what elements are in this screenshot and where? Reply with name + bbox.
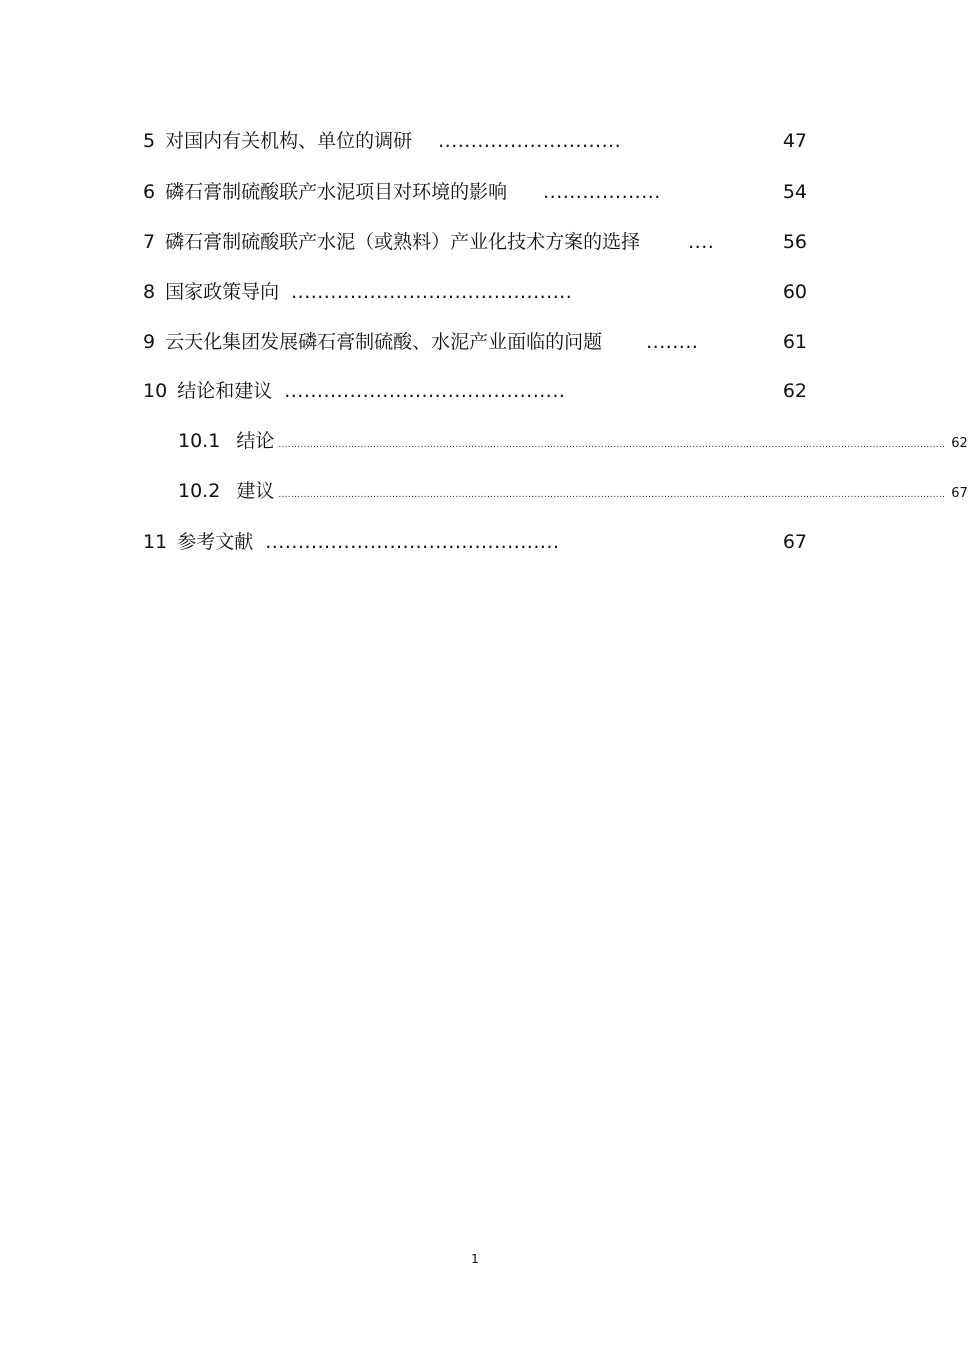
toc-subentry-title: 结论 bbox=[236, 430, 275, 452]
toc-entry-title: 磷石膏制硫酸联产水泥（或熟料）产业化技术方案的选择 bbox=[165, 231, 641, 253]
toc-entry-title: 国家政策导向 bbox=[165, 281, 280, 303]
toc-subentry-page: 67 bbox=[951, 486, 968, 501]
toc-leader-dots: ........................................... bbox=[284, 380, 566, 402]
toc-subentry-10-2[interactable] bbox=[178, 479, 968, 507]
toc-entry-number: 7 bbox=[143, 231, 156, 253]
toc-entry-number: 5 bbox=[143, 130, 156, 152]
toc-entry-title: 参考文献 bbox=[177, 531, 254, 553]
toc-entry-title: 磷石膏制硫酸联产水泥项目对环境的影响 bbox=[165, 181, 508, 203]
toc-entry-6[interactable] bbox=[143, 180, 807, 204]
toc-entry-page: 62 bbox=[782, 380, 807, 402]
toc-entry-page: 56 bbox=[782, 231, 807, 253]
page-number: 1 bbox=[471, 1252, 479, 1266]
toc-leader-dots: .................. bbox=[543, 181, 661, 203]
toc-subentry-page: 62 bbox=[951, 436, 968, 451]
toc-leader-dots: ............................ bbox=[438, 130, 622, 152]
toc-entry-10[interactable] bbox=[143, 379, 807, 403]
toc-entry-number: 9 bbox=[143, 331, 156, 353]
toc-entry-title: 结论和建议 bbox=[177, 380, 273, 402]
toc-entry-page: 67 bbox=[782, 531, 807, 553]
toc-subentry-title: 建议 bbox=[236, 480, 275, 502]
toc-entry-number: 11 bbox=[143, 531, 168, 553]
toc-entry-7[interactable] bbox=[143, 230, 807, 254]
toc-subentry-10-1[interactable] bbox=[178, 429, 968, 457]
toc-leader-dots: .... bbox=[688, 231, 715, 253]
toc-subentry-number: 10.1 bbox=[178, 430, 221, 452]
toc-entry-page: 60 bbox=[782, 281, 807, 303]
toc-entry-number: 8 bbox=[143, 281, 156, 303]
toc-entry-9[interactable] bbox=[143, 330, 807, 354]
toc-entry-page: 47 bbox=[782, 130, 807, 152]
toc-leader-dots: ........................................... bbox=[291, 281, 573, 303]
toc-entry-page: 61 bbox=[782, 331, 807, 353]
toc-leader-dots: ................................................................................................................................................................................................................... bbox=[278, 440, 946, 450]
toc-leader-dots: ............................................. bbox=[265, 531, 560, 553]
toc-leader-dots: ........ bbox=[646, 331, 699, 353]
toc-entry-8[interactable] bbox=[143, 280, 807, 304]
toc-leader-dots: ................................................................................................................................................................................................................... bbox=[278, 490, 946, 500]
toc-entry-title: 云天化集团发展磷石膏制硫酸、水泥产业面临的问题 bbox=[165, 331, 603, 353]
toc-entry-number: 10 bbox=[143, 380, 168, 402]
toc-entry-page: 54 bbox=[782, 181, 807, 203]
toc-entry-11[interactable] bbox=[143, 530, 807, 554]
toc-subentry-number: 10.2 bbox=[178, 480, 221, 502]
toc-entry-5[interactable] bbox=[143, 129, 807, 153]
toc-entry-number: 6 bbox=[143, 181, 156, 203]
toc-entry-title: 对国内有关机构、单位的调研 bbox=[165, 130, 413, 152]
